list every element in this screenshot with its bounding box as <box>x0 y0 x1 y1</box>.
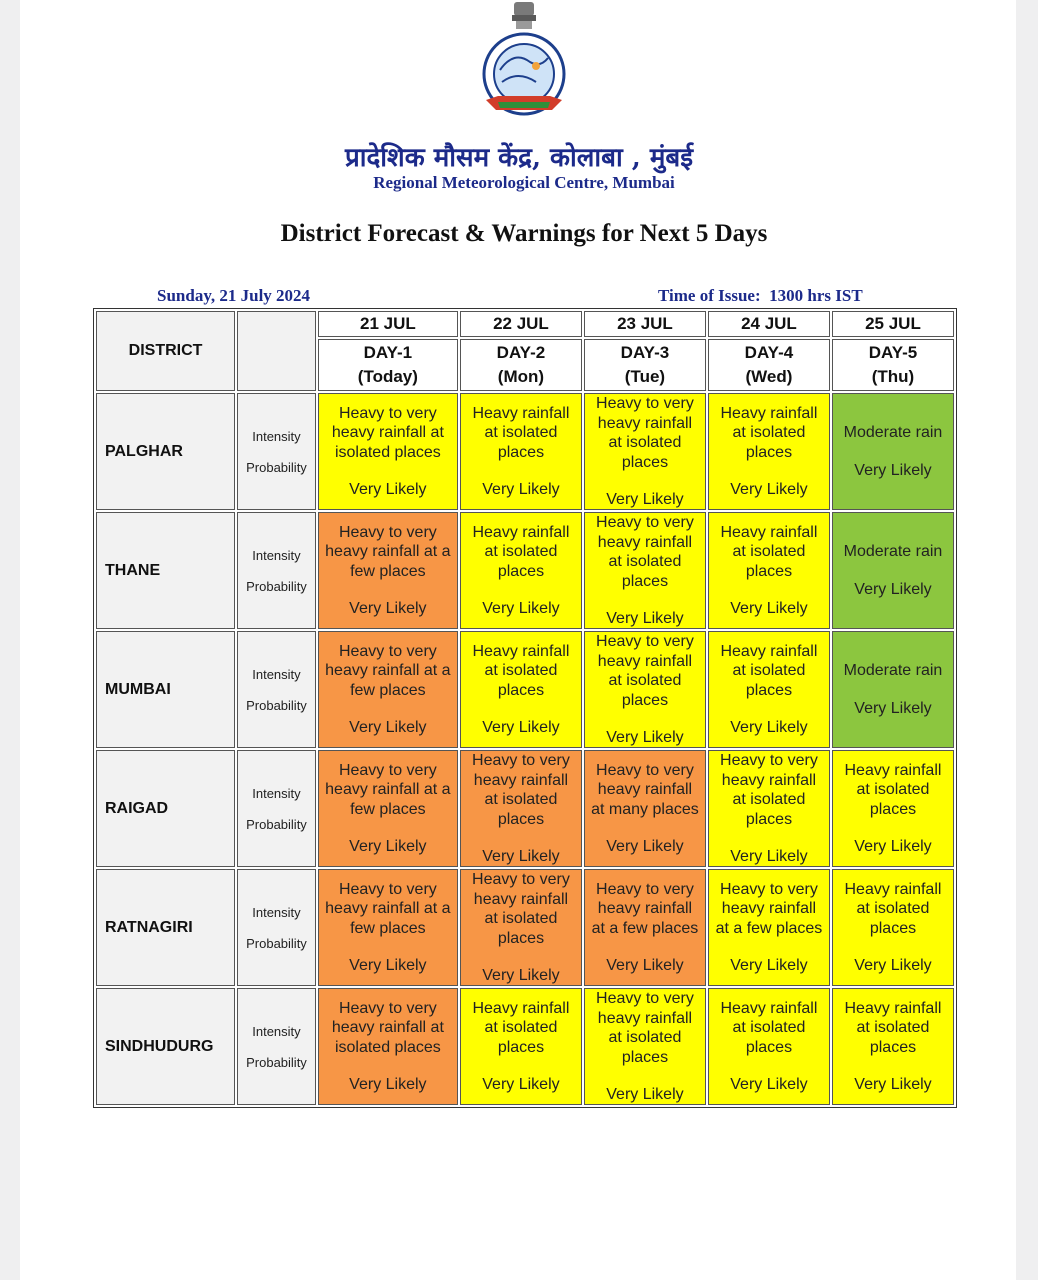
forecast-intensity: Moderate rain <box>843 662 943 680</box>
forecast-intensity: Moderate rain <box>843 543 943 561</box>
page-title: District Forecast & Warnings for Next 5 Days <box>280 220 768 247</box>
day-label-header <box>832 339 954 391</box>
day-date-header: 25 JUL <box>832 311 954 337</box>
forecast-probability: Very Likely <box>854 699 932 717</box>
row-labels <box>237 393 316 510</box>
forecast-probability: Very Likely <box>349 600 427 618</box>
district-name: MUMBAI <box>96 631 235 748</box>
forecast-intensity: Heavy to very heavy rainfall at a few places <box>591 880 699 937</box>
district-column-header: DISTRICT <box>96 311 235 391</box>
forecast-probability: Very Likely <box>606 729 684 746</box>
district-name: RATNAGIRI <box>96 869 235 986</box>
forecast-intensity: Heavy to very heavy rainfall at a few places <box>325 761 451 818</box>
day-weekday: (Thu) <box>871 367 915 386</box>
day-number: DAY-3 <box>620 343 670 362</box>
forecast-cell <box>318 631 458 748</box>
forecast-cell <box>832 512 954 629</box>
forecast-intensity: Heavy rainfall at isolated places <box>720 642 818 699</box>
forecast-intensity: Heavy rainfall at isolated places <box>844 999 942 1056</box>
district-name: SINDHUDURG <box>96 988 235 1105</box>
intensity-label: Intensity <box>252 1023 301 1039</box>
forecast-cell <box>460 750 582 867</box>
imd-emblem-logo <box>478 0 570 120</box>
lion-capital-icon <box>512 2 536 29</box>
forecast-intensity: Heavy to very heavy rainfall at a few places <box>715 880 823 937</box>
day-date-header: 22 JUL <box>460 311 582 337</box>
day-weekday: (Today) <box>357 367 418 386</box>
forecast-intensity: Heavy rainfall at isolated places <box>844 761 942 818</box>
day-date-header: 21 JUL <box>318 311 458 337</box>
day-label-header <box>460 339 582 391</box>
forecast-cell <box>318 988 458 1105</box>
forecast-probability: Very Likely <box>349 838 427 856</box>
forecast-intensity: Heavy rainfall at isolated places <box>720 999 818 1056</box>
forecast-probability: Very Likely <box>606 1086 684 1103</box>
row-labels <box>237 512 316 629</box>
day-label-header <box>584 339 706 391</box>
day-date-header: 24 JUL <box>708 311 830 337</box>
forecast-probability: Very Likely <box>730 957 808 975</box>
forecast-probability: Very Likely <box>349 719 427 737</box>
forecast-probability: Very Likely <box>349 1076 427 1094</box>
forecast-intensity: Heavy to very heavy rainfall at a few places <box>325 523 451 580</box>
forecast-cell <box>318 393 458 510</box>
district-name: THANE <box>96 512 235 629</box>
forecast-intensity: Heavy rainfall at isolated places <box>472 404 570 461</box>
forecast-probability: Very Likely <box>482 967 560 984</box>
forecast-intensity: Heavy to very heavy rainfall at isolated places <box>596 514 694 590</box>
forecast-cell <box>460 631 582 748</box>
forecast-intensity: Heavy to very heavy rainfall at a few places <box>325 642 451 699</box>
forecast-probability: Very Likely <box>730 1076 808 1094</box>
issue-date: Sunday, 21 July 2024 <box>157 286 311 305</box>
forecast-intensity: Heavy to very heavy rainfall at isolated places <box>596 633 694 709</box>
forecast-probability: Very Likely <box>730 481 808 499</box>
district-row <box>96 393 954 510</box>
forecast-probability: Very Likely <box>854 1076 932 1094</box>
forecast-intensity: Heavy to very heavy rainfall at isolated places <box>472 871 570 947</box>
forecast-probability: Very Likely <box>482 719 560 737</box>
day-date-header: 23 JUL <box>584 311 706 337</box>
forecast-cell <box>460 512 582 629</box>
probability-label: Probability <box>246 459 307 475</box>
forecast-probability: Very Likely <box>854 957 932 975</box>
forecast-intensity: Heavy to very heavy rainfall at isolated places <box>331 999 444 1056</box>
day-weekday: (Wed) <box>745 367 793 386</box>
forecast-probability: Very Likely <box>349 481 427 499</box>
intensity-label: Intensity <box>252 785 301 801</box>
forecast-table <box>93 308 957 1108</box>
forecast-cell <box>708 869 830 986</box>
forecast-intensity: Heavy to very heavy rainfall at many places <box>591 761 699 818</box>
forecast-cell <box>584 869 706 986</box>
day-number: DAY-4 <box>744 343 794 362</box>
forecast-intensity: Moderate rain <box>843 424 943 442</box>
forecast-intensity: Heavy rainfall at isolated places <box>472 642 570 699</box>
district-row <box>96 750 954 867</box>
day-number: DAY-5 <box>868 343 918 362</box>
district-name: PALGHAR <box>96 393 235 510</box>
forecast-probability: Very Likely <box>482 600 560 618</box>
hindi-office-title: प्रादेशिक मौसम केंद्र, कोलाबा , मुंबई <box>344 143 694 173</box>
forecast-cell <box>584 631 706 748</box>
forecast-intensity: Heavy to very heavy rainfall at isolated places <box>596 990 694 1066</box>
forecast-intensity: Heavy rainfall at isolated places <box>720 404 818 461</box>
forecast-intensity: Heavy rainfall at isolated places <box>472 999 570 1056</box>
forecast-cell <box>460 393 582 510</box>
intensity-label: Intensity <box>252 428 301 444</box>
forecast-cell <box>584 750 706 867</box>
probability-label: Probability <box>246 1054 307 1070</box>
forecast-cell <box>584 988 706 1105</box>
label-column-header <box>237 311 316 391</box>
forecast-cell <box>708 631 830 748</box>
forecast-cell <box>708 393 830 510</box>
forecast-probability: Very Likely <box>606 957 684 975</box>
forecast-probability: Very Likely <box>606 610 684 627</box>
forecast-probability: Very Likely <box>730 848 808 865</box>
day-label-header <box>708 339 830 391</box>
forecast-cell <box>584 393 706 510</box>
intensity-label: Intensity <box>252 904 301 920</box>
forecast-cell <box>832 750 954 867</box>
row-labels <box>237 750 316 867</box>
forecast-probability: Very Likely <box>606 491 684 508</box>
district-row <box>96 512 954 629</box>
forecast-intensity: Heavy rainfall at isolated places <box>472 523 570 580</box>
forecast-table-body <box>96 393 954 1105</box>
intensity-label: Intensity <box>252 666 301 682</box>
forecast-cell <box>584 512 706 629</box>
day-weekday: (Tue) <box>624 367 666 386</box>
english-office-title: Regional Meteorological Centre, Mumbai <box>373 173 675 192</box>
forecast-cell <box>832 869 954 986</box>
forecast-intensity: Heavy to very heavy rainfall at isolated places <box>331 404 444 461</box>
forecast-intensity: Heavy to very heavy rainfall at isolated places <box>472 752 570 828</box>
forecast-probability: Very Likely <box>730 719 808 737</box>
day-label-header <box>318 339 458 391</box>
probability-label: Probability <box>246 697 307 713</box>
forecast-cell <box>318 869 458 986</box>
forecast-cell <box>318 512 458 629</box>
forecast-probability: Very Likely <box>606 838 684 856</box>
row-labels <box>237 869 316 986</box>
time-of-issue: Time of Issue: 1300 hrs IST <box>658 286 863 305</box>
forecast-probability: Very Likely <box>482 481 560 499</box>
forecast-intensity: Heavy rainfall at isolated places <box>844 880 942 937</box>
day-number: DAY-2 <box>496 343 546 362</box>
forecast-intensity: Heavy to very heavy rainfall at isolated places <box>596 395 694 471</box>
forecast-probability: Very Likely <box>854 838 932 856</box>
intensity-label: Intensity <box>252 547 301 563</box>
forecast-cell <box>318 750 458 867</box>
probability-label: Probability <box>246 816 307 832</box>
forecast-probability: Very Likely <box>482 848 560 865</box>
forecast-cell <box>832 988 954 1105</box>
forecast-cell <box>708 988 830 1105</box>
forecast-cell <box>708 512 830 629</box>
probability-label: Probability <box>246 578 307 594</box>
forecast-intensity: Heavy rainfall at isolated places <box>720 523 818 580</box>
forecast-cell <box>708 750 830 867</box>
forecast-cell <box>832 393 954 510</box>
district-name: RAIGAD <box>96 750 235 867</box>
forecast-cell <box>460 869 582 986</box>
forecast-probability: Very Likely <box>854 580 932 598</box>
row-labels <box>237 988 316 1105</box>
day-weekday: (Mon) <box>497 367 545 386</box>
forecast-intensity: Heavy to very heavy rainfall at a few places <box>325 880 451 937</box>
forecast-probability: Very Likely <box>730 600 808 618</box>
forecast-probability: Very Likely <box>854 461 932 479</box>
probability-label: Probability <box>246 935 307 951</box>
day-number: DAY-1 <box>363 343 413 362</box>
row-labels <box>237 631 316 748</box>
forecast-intensity: Heavy to very heavy rainfall at isolated places <box>720 752 818 828</box>
forecast-cell <box>832 631 954 748</box>
forecast-cell <box>460 988 582 1105</box>
forecast-probability: Very Likely <box>349 957 427 975</box>
forecast-probability: Very Likely <box>482 1076 560 1094</box>
district-row <box>96 631 954 748</box>
district-row <box>96 869 954 986</box>
district-row <box>96 988 954 1105</box>
